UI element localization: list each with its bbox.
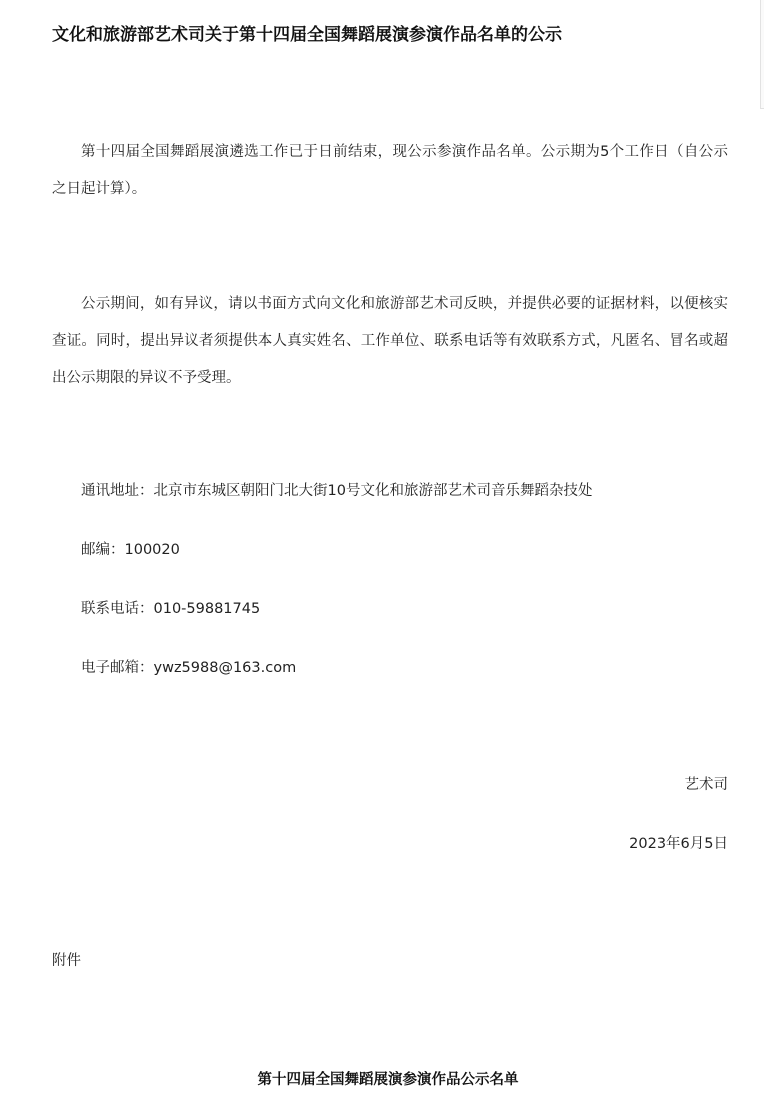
scrollbar[interactable] — [760, 0, 764, 109]
contact-phone: 联系电话：010-59881745 — [81, 601, 261, 617]
attachment-list-title: 第十四届全国舞蹈展演参演作品公示名单 — [257, 1072, 519, 1088]
contact-address: 通讯地址：北京市东城区朝阳门北大街10号文化和旅游部艺术司音乐舞蹈杂技处 — [81, 483, 593, 499]
notice-paragraph-2: 公示期间，如有异议，请以书面方式向文化和旅游部艺术司反映，并提供必要的证据材料，以便核实查证。同时，提出异议者须提供本人真实姓名、工作单位、联系电话等有效联系方式，凡匿名、冒名或超出公示期限的异议不予受理。 — [52, 296, 728, 386]
contact-email: 电子邮箱：ywz5988@163.com — [81, 660, 297, 676]
contact-postcode: 邮编：100020 — [81, 542, 180, 558]
notice-paragraph-1: 第十四届全国舞蹈展演遴选工作已于日前结束，现公示参演作品名单。公示期为5个工作日（自公示之日起计算）。 — [52, 144, 728, 197]
signature-department: 艺术司 — [684, 777, 728, 793]
attachment-label: 附件 — [52, 953, 81, 969]
page-title: 文化和旅游部艺术司关于第十四届全国舞蹈展演参演作品名单的公示 — [52, 25, 562, 45]
signature-date: 2023年6月5日 — [629, 836, 728, 852]
